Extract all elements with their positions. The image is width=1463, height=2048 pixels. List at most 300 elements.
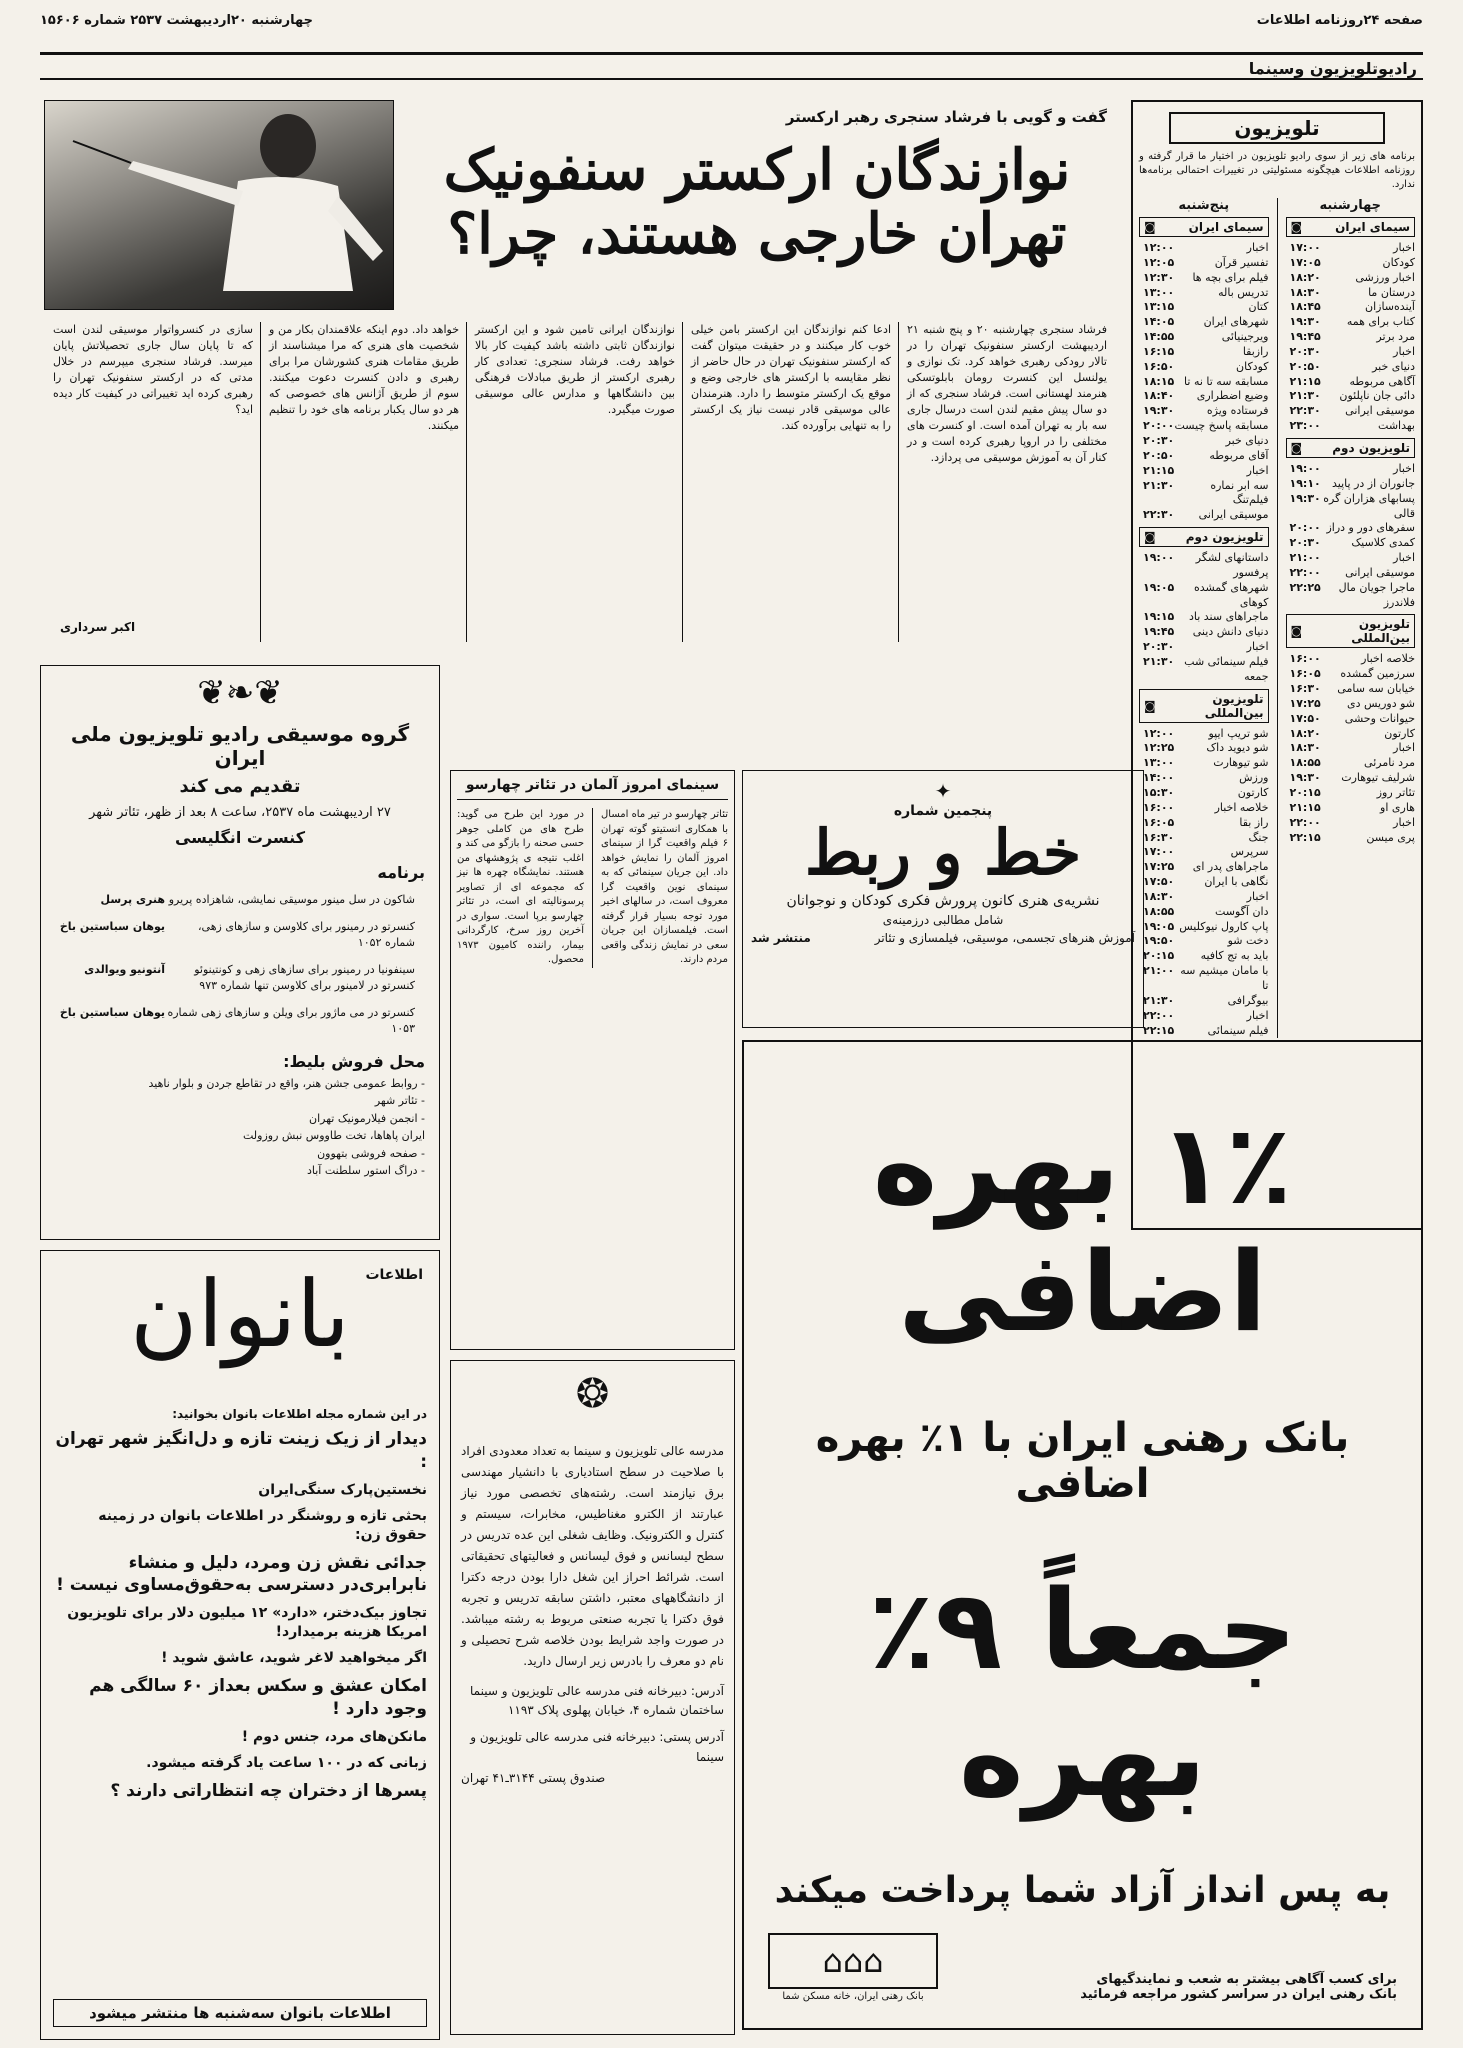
tv-listing (1139, 801, 1269, 816)
listing-time: ۱۴:۰۵ (1143, 315, 1175, 329)
house-icon: ⌂⌂⌂ (768, 1933, 938, 1989)
listing-program: اخبار (1393, 815, 1415, 829)
listing-time: ۱۶:۰۰ (1289, 652, 1321, 666)
listing-time: ۲۰:۵۰ (1143, 448, 1175, 462)
listing-time: ۲۰:۰۰ (1289, 521, 1321, 535)
listing-program: فرستاده ویژه (1206, 404, 1269, 418)
ticket-location: - صفحه فروشی بتهوون (317, 1146, 425, 1160)
listing-program: آقای مربوطه (1209, 448, 1269, 462)
tv-listing (1139, 1009, 1269, 1024)
tv-listing (1286, 756, 1416, 771)
listing-time: ۱۷:۲۵ (1143, 860, 1175, 874)
listing-program: تفسیر قرآن (1214, 255, 1269, 269)
tv-listing (1286, 462, 1416, 477)
tv-icon: ◙ (1144, 698, 1156, 713)
listing-program: دنیای خبر (1225, 433, 1269, 447)
tv-listing (1286, 697, 1416, 712)
banoan-intro: در این شماره مجله اطلاعات بانوان بخوانید: (172, 1407, 427, 1421)
listing-program: کودکان (1236, 359, 1269, 373)
listing-time: ۱۸:۲۰ (1289, 270, 1321, 284)
tv-listing (1139, 727, 1269, 742)
tv-listing (1139, 241, 1269, 256)
listing-time: ۱۷:۰۰ (1143, 845, 1175, 859)
channel-header: سیمای ایران ◙ (1139, 217, 1269, 237)
listing-time: ۱۵:۳۰ (1143, 786, 1175, 799)
tv-listing (1286, 375, 1416, 390)
listing-time: ۲۲:۰۰ (1289, 815, 1321, 829)
bank-big-1: ۱٪ بهره اضافی (872, 1101, 1293, 1356)
program-composer: هنری پرسل (100, 893, 165, 906)
tv-listing (1286, 492, 1416, 522)
bank-footer-2: بانک رهنی ایران در سراسر کشور مراجعه فرمائید (1080, 1987, 1397, 2002)
listing-program: دخت شو (1227, 934, 1269, 948)
tv-listing (1139, 360, 1269, 375)
tv-listing (1139, 994, 1269, 1009)
tv-listing (1286, 536, 1416, 551)
program-label: برنامه (377, 863, 425, 882)
khat-bird-icon: ✦ (934, 779, 952, 803)
tv-listing (1286, 801, 1416, 816)
banoan-item: امکان عشق و سکس بعداز ۶۰ سالگی هم وجود دارد ! (89, 1676, 427, 1720)
cinema-col-right: تئاتر چهارسو در تیر ماه امسال با همکاری انستیتو گوته تهران ۶ فیلم واقعیت گرا از سینمای امروز آلمان را نمایش خواهد داد. این جریان سینمائی که به سینمای نوین واقعیت گرا معروف است، در سالهای اخیر مورد توجه بسیار قرار گرفته است. فیلمسازان این جریان سعی در نمایش زندگی واقعی مردم دارند. (601, 809, 728, 965)
listing-time: ۲۲:۲۵ (1289, 580, 1321, 594)
listing-time: ۱۶:۰۰ (1143, 800, 1175, 814)
listing-program: اخبار (1393, 344, 1415, 358)
tv-listing (1286, 521, 1416, 536)
tv-listing (1139, 610, 1269, 625)
concert-name: کنسرت انگلیسی (174, 828, 306, 847)
listing-program: وضیع اضطراری (1196, 389, 1269, 403)
concert-ad (40, 665, 440, 1240)
program-work: کنسرتو در می ماژور برای ویلن و سازهای زهی شماره ۱۰۵۳ (167, 1005, 415, 1035)
tv-listing (1286, 652, 1416, 667)
ticket-location: - روابط عمومی جشن هنر، واقع در تقاطع جردن و بلوار ناهید (148, 1076, 425, 1090)
program-list (55, 892, 425, 1038)
listing-time: ۱۸:۲۰ (1289, 726, 1321, 740)
listing-time: ۲۳:۰۰ (1289, 419, 1321, 433)
listing-program: بیوگرافی (1227, 993, 1269, 1007)
listing-time: ۱۷:۵۰ (1289, 711, 1321, 725)
tv-listing (1139, 934, 1269, 949)
tv-col-thursday (1139, 198, 1269, 1038)
school-address-1: آدرس: دبیرخانه فنی مدرسه عالی تلویزیون و سینما ساختمان شماره ۴، خیابان پهلوی پلاک ۱۱۹۳ (470, 1684, 724, 1718)
channel-header: سیمای ایران ◙ (1286, 217, 1416, 237)
listing-program: راز بقا (1239, 815, 1269, 829)
listing-time: ۲۱:۳۰ (1143, 654, 1175, 668)
listing-time: ۱۹:۳۰ (1289, 771, 1321, 785)
ticket-location: - انجمن فیلارمونیک تهران (309, 1111, 425, 1125)
listing-program: اخبار (1246, 241, 1269, 254)
listing-program: کارتون (1237, 786, 1269, 799)
ticket-location: ایران پاهاها، تخت طاووس نبش روزولت (243, 1129, 425, 1143)
tv-listing (1139, 581, 1269, 611)
listing-program: موسیقی ایرانی (1345, 565, 1415, 579)
channel-header: تلویزیون دوم ◙ (1139, 527, 1269, 547)
ticket-location: - دراگ استور سلطنت آباد (306, 1164, 425, 1178)
tv-listing (1139, 816, 1269, 831)
listing-program: سه ابر نماره فیلم‌تنگ (1210, 478, 1269, 507)
listing-program: ورزش (1239, 771, 1269, 785)
tv-listing (1139, 419, 1269, 434)
listing-time: ۲۲:۳۰ (1143, 508, 1175, 522)
tv-listing (1286, 667, 1416, 682)
tv-listing (1139, 949, 1269, 964)
tv-listing (1139, 404, 1269, 419)
listing-time: ۲۰:۳۰ (1289, 536, 1321, 550)
listing-program: اخبار ورزشی (1355, 270, 1415, 284)
conductor-photo (44, 100, 394, 310)
tv-listing (1139, 300, 1269, 315)
listing-time: ۲۱:۰۰ (1143, 964, 1175, 978)
tickets-list (55, 1075, 425, 1181)
listing-time: ۱۹:۵۰ (1143, 934, 1175, 948)
listing-program: کمدی کلاسیک (1351, 536, 1415, 550)
listing-program: رازبقا (1242, 344, 1269, 358)
listing-program: مرد برتر (1376, 330, 1415, 344)
listing-time: ۲۰:۱۵ (1289, 786, 1321, 799)
khat-ad (742, 770, 1144, 1028)
tv-listing (1139, 271, 1269, 286)
tv-listing (1286, 566, 1416, 581)
listing-time: ۲۲:۱۵ (1289, 830, 1321, 844)
masthead-small: اطلاعات (365, 1267, 423, 1283)
listing-time: ۲۰:۳۰ (1289, 344, 1321, 358)
listing-program: با مامان میشیم سه تا (1180, 964, 1269, 992)
banoan-masthead: بانوان اطلاعات (130, 1261, 423, 1368)
listing-time: ۱۹:۱۵ (1143, 610, 1175, 624)
tv-listing (1286, 419, 1416, 434)
bank-line-4: به پس انداز آزاد شما پرداخت میکند (774, 1870, 1391, 1911)
tv-listing (1139, 905, 1269, 920)
listing-time: ۲۲:۱۵ (1143, 1023, 1175, 1037)
tv-listing (1286, 389, 1416, 404)
program-work: شاکون در سل مینور موسیقی نمایشی، شاهزاده پریرو (168, 893, 415, 906)
khat-issue: پنجمین شماره (893, 803, 993, 819)
listing-time: ۱۸:۴۰ (1143, 389, 1175, 403)
listing-time: ۱۳:۰۰ (1143, 285, 1175, 299)
section-title: رادیوتلویزیون وسینما (40, 52, 1423, 80)
tv-listing (1286, 360, 1416, 375)
tv-listing (1139, 389, 1269, 404)
listing-program: نگاهی با ایران (1204, 875, 1269, 889)
listing-program: فیلم سینمائی شب جمعه (1184, 654, 1269, 683)
listing-program: ماجراهای پدر ای (1192, 860, 1269, 874)
concert-presents: تقدیم می کند (179, 776, 301, 797)
issue-date: چهارشنبه ۲۰اردیبهشت ۲۵۳۷ شماره ۱۵۶۰۶ (40, 12, 313, 28)
tv-icon: ◙ (1290, 440, 1303, 455)
listing-program: شهرهای گمشده کوهای (1193, 580, 1269, 609)
cinema-col-left: در مورد این طرح می گوید: طرح های من کاملی جوهر حسی صحنه را بازگو می کند و اغلب نتیجه ی پژوهشهای من هستند. نمایشگاه چهره ها نیز که مجموعه ای از تصاویر پرسونالیته ای است، در تئاتر چهارسو برپا است. سواری در آخرین روز سرخ، کارگردانی بیمار، راننده کامیون ۱۹۷۳ محصول. (457, 809, 584, 965)
listing-program: شهرهای ایران (1203, 315, 1269, 329)
ticket-location: - تئاتر شهر (374, 1094, 425, 1108)
listing-time: ۱۹:۳۰ (1143, 404, 1175, 418)
tv-listing (1139, 330, 1269, 345)
listing-time: ۱۹:۱۰ (1289, 476, 1321, 490)
cinema-title: سینمای امروز آلمان در تئاتر چهارسو (457, 777, 728, 800)
listing-time: ۱۸:۳۰ (1289, 741, 1321, 755)
school-ad (450, 1360, 735, 2035)
listing-program: سرزمین گمشده (1340, 667, 1415, 681)
tv-listing (1286, 786, 1416, 801)
program-item (55, 962, 425, 995)
listing-program: کتان (1248, 300, 1269, 314)
interview-article (40, 100, 1117, 660)
day-label: چهارشنبه (1319, 198, 1382, 213)
listing-program: مسابقه سه تا نه تا (1184, 374, 1269, 388)
listing-time: ۱۲:۰۰ (1143, 726, 1175, 740)
tv-listing (1139, 845, 1269, 860)
tv-listing (1286, 551, 1416, 566)
tv-listing (1286, 727, 1416, 742)
listing-time: ۱۸:۴۵ (1289, 300, 1321, 314)
article-col-5: سازی در کنسرواتوار موسیقی لندن است که تا پایان سال جاری تحصیلاتش پایان میرسد. فرشاد سنجری میپرسم در خلال مدتی که در ارکستر سنفونیک تهران را رهبری کرده اید تغییراتی در کیفیت کار دیده اید؟ (53, 323, 253, 416)
listing-time: ۱۷:۰۰ (1289, 241, 1321, 254)
listing-time: ۲۰:۱۵ (1143, 949, 1175, 963)
tv-listing (1139, 508, 1269, 523)
banoan-ad (40, 1250, 440, 2040)
listing-program: پسابهای هزاران گره قالی (1323, 491, 1415, 520)
program-item (55, 892, 425, 909)
listing-program: کتاب برای همه (1346, 315, 1415, 329)
listing-program: جانوران از در پاپید (1332, 476, 1415, 490)
listing-program: تئاتر روز (1376, 786, 1415, 799)
tv-listing (1286, 477, 1416, 492)
banoan-item: تجاوز بیک‌دختر، «دارد» ۱۲ میلیون دلار برای تلویزیون امریکا هزینه برمیدارد! (67, 1605, 427, 1641)
concert-when: ۲۷ اردیبهشت ماه ۲۵۳۷، ساعت ۸ بعد از ظهر، تئاتر شهر (89, 805, 391, 820)
listing-time: ۲۱:۳۰ (1143, 478, 1175, 492)
tv-title: تلویزیون (1169, 112, 1385, 144)
listing-program: آینده‌سازان (1365, 300, 1415, 314)
banoan-item: نخستین‌پارک سنگی‌ایران (258, 1481, 427, 1498)
listing-time: ۲۱:۰۰ (1289, 551, 1321, 565)
listing-program: ماجراهای سند باد (1188, 610, 1269, 624)
listing-program: سرپرس (1230, 845, 1269, 859)
tv-listing (1139, 964, 1269, 994)
tv-listing (1139, 771, 1269, 786)
listing-program: باید به تج کافیه (1200, 949, 1269, 963)
listing-program: مسابقه پاسخ چیست (1174, 419, 1269, 433)
tv-listing (1139, 875, 1269, 890)
tv-icon: ◙ (1290, 624, 1303, 639)
listing-time: ۲۲:۰۰ (1143, 1008, 1175, 1022)
tv-listing (1286, 330, 1416, 345)
banoan-item: مانکن‌های مرد، جنس دوم ! (241, 1728, 427, 1745)
listing-time: ۱۶:۱۵ (1143, 344, 1175, 358)
listing-program: کودکان (1382, 255, 1415, 269)
listing-program: داستانهای لشگر پرفسور (1195, 551, 1269, 579)
tv-listing (1139, 831, 1269, 846)
tv-listing (1286, 816, 1416, 831)
listing-time: ۱۷:۰۵ (1289, 255, 1321, 269)
tv-listing (1286, 581, 1416, 611)
day-label: پنج‌شنبه (1178, 198, 1230, 213)
conductor-silhouette (43, 101, 393, 311)
listing-program: درستان ما (1368, 285, 1415, 299)
tv-listing (1139, 286, 1269, 301)
listing-program: اخبار (1246, 640, 1269, 654)
cinema-article (450, 770, 735, 1350)
bank-logo-text: بانک رهنی ایران، خانه مسکن شما (782, 1991, 924, 2002)
tv-listing (1139, 449, 1269, 464)
listing-time: ۲۰:۳۰ (1143, 640, 1175, 654)
article-headline: نوازندگان ارکستر سنفونیک تهران خارجی هستند، چرا؟ (443, 137, 1071, 268)
tv-listing (1286, 741, 1416, 756)
tv-listing (1286, 404, 1416, 419)
listing-time: ۲۱:۳۰ (1289, 389, 1321, 403)
listing-time: ۱۸:۱۵ (1143, 374, 1175, 388)
listing-program: شرلیف تیوهارت (1341, 771, 1415, 785)
school-postbox: صندوق پستی ۳۱۴۴ـ۴۱ تهران (461, 1770, 606, 1785)
bank-big-3: جمعاً ۹٪ بهره (868, 1566, 1297, 1821)
listing-program: تدریس باله (1218, 285, 1269, 299)
listing-program: اخبار (1246, 1008, 1269, 1022)
listing-program: حیوانات وحشی (1344, 711, 1415, 725)
listing-time: ۱۸:۵۵ (1289, 756, 1321, 770)
tv-listing (1139, 890, 1269, 905)
listing-program: دائی جان ناپلئون (1339, 389, 1415, 403)
school-emblem-icon: ❂ (575, 1371, 610, 1417)
listing-program: فیلم برای بچه ها (1192, 270, 1269, 284)
page-number: صفحه ۲۴روزنامه اطلاعات (1256, 12, 1423, 28)
listing-time: ۲۱:۱۵ (1143, 463, 1175, 477)
listing-program: پاپ کارول نیوکلیس (1179, 919, 1269, 933)
banoan-item: بحثی تازه و روشنگر در اطلاعات بانوان در زمینه حقوق زن: (98, 1507, 427, 1543)
ornament-icon: ❦❧❦ (197, 673, 283, 713)
listing-program: دان آگوست (1214, 904, 1269, 918)
program-item (55, 919, 425, 952)
listing-time: ۱۷:۲۵ (1289, 696, 1321, 710)
listing-time: ۱۲:۳۰ (1143, 270, 1175, 284)
tv-listing (1286, 241, 1416, 256)
tv-listing (1139, 756, 1269, 771)
tv-listing (1139, 479, 1269, 509)
listing-program: خلاصه اخبار (1361, 652, 1415, 666)
bank-logo (768, 1933, 938, 2002)
listing-time: ۲۱:۱۵ (1289, 374, 1321, 388)
program-composer: آنتونیو ویوالدی (84, 962, 165, 976)
tv-listing (1286, 315, 1416, 330)
article-col-3: نوازندگان ایرانی تامین شود و این ارکستر نوازندگان ثابتی داشته باشد کیفیت کار بالا خواهد رفت. فرشاد سنجری: تعدادی کار رهبری ارکستر از طریق مبادلات فرهنگی بین دانشگاهها و مدارس عالی موسیقی صورت میگیرد. (475, 323, 675, 416)
listing-program: اخبار (1393, 461, 1415, 475)
listing-time: ۱۲:۲۵ (1143, 741, 1175, 755)
listing-program: اخبار (1246, 463, 1269, 477)
page-header (40, 10, 1423, 30)
tv-listing (1286, 256, 1416, 271)
listing-program: موسیقی ایرانی (1198, 508, 1269, 522)
tv-listing (1139, 920, 1269, 935)
khat-line2: آموزش هنرهای تجسمی، موسیقی، فیلمسازی و تئاتر (874, 931, 1135, 946)
tv-listing (1286, 345, 1416, 360)
program-work: کنسرتو در رمینور برای کلاوسن و سازهای زهی، شماره ۱۰۵۲ (198, 919, 415, 949)
tv-listing (1286, 682, 1416, 697)
listing-time: ۲۰:۳۰ (1143, 433, 1175, 447)
listing-program: شو تیوهارت (1213, 756, 1269, 770)
tv-listing (1139, 655, 1269, 685)
tv-listing (1139, 741, 1269, 756)
tv-icon: ◙ (1144, 220, 1156, 234)
listing-program: فیلم سینمائی (1207, 1023, 1269, 1037)
listing-program: اخبار (1393, 241, 1415, 254)
tv-listing (1139, 551, 1269, 581)
article-col-1: فرشاد سنجری چهارشنبه ۲۰ و پنج شنبه ۲۱ اردیبهشت ارکستر سنفونیک تهران را در تالار رودکی رهبری خواهد کرد. تک نوازی و یولنسل این کنسرت رومان بابلوتسکی هنرمند لهستانی است. فرشاد سنجری که از دو سال پیش مقیم لندن است درسال جاری سه بار به تهران آمده است. او کنسرت های مختلفی را در اروپا رهبری کرده است و در کنار آن به آموزش موسیقی می پردازد. (907, 323, 1107, 464)
listing-time: ۱۶:۰۵ (1143, 815, 1175, 829)
listing-program: اخبار (1246, 889, 1269, 903)
khat-title: خط و ربط (804, 816, 1082, 889)
listing-time: ۱۶:۵۰ (1143, 359, 1175, 373)
listing-program: ویرجینیائی (1221, 330, 1269, 344)
tv-listing (1139, 256, 1269, 271)
listing-program: دنیای دانش دینی (1192, 625, 1269, 639)
article-kicker: گفت و گویی با فرشاد سنجری رهبر ارکستر (785, 108, 1107, 126)
khat-published: منتشر شد (751, 931, 811, 946)
listing-time: ۲۱:۳۰ (1143, 993, 1175, 1007)
tv-col-wednesday (1286, 198, 1416, 1038)
listing-program: شو تریپ ایپو (1208, 726, 1269, 740)
listing-time: ۱۲:۰۵ (1143, 255, 1175, 269)
banoan-footer: اطلاعات بانوان سه‌شنبه ها منتشر میشود (53, 1999, 427, 2027)
listing-time: ۱۹:۰۵ (1143, 580, 1175, 594)
program-item (55, 1005, 425, 1038)
listing-program: سفرهای دور و دراز (1326, 521, 1415, 535)
listing-program: اخبار (1393, 741, 1415, 755)
school-address-2: آدرس پستی: دبیرخانه فنی مدرسه عالی تلویزیون و سینما (470, 1730, 724, 1764)
tv-listing (1286, 771, 1416, 786)
channel-header: تلویزیون بین‌المللی ◙ (1139, 689, 1269, 723)
tv-listing (1139, 464, 1269, 479)
listing-time: ۲۰:۵۰ (1289, 359, 1321, 373)
bank-footer-1: برای کسب آگاهی بیشتر به شعب و نمایندگیهای (1096, 1972, 1397, 1987)
listing-time: ۱۴:۵۵ (1143, 330, 1175, 344)
tickets-label: محل فروش بلیط: (283, 1051, 425, 1071)
khat-line1: شامل مطالبی درزمینه‌ی (882, 913, 1004, 928)
listing-time: ۱۴:۰۰ (1143, 771, 1175, 785)
program-work: سینفونیا در رمینور برای سازهای زهی و کونتینوئو کنسرتو در لامینور برای کلاوسن تنها شماره ۹۷۳ (194, 962, 415, 992)
bank-line-2: بانک رهنی ایران با ۱٪ بهره اضافی (815, 1415, 1350, 1507)
listing-program: بهداشت (1378, 419, 1415, 433)
tv-listing (1286, 300, 1416, 315)
listing-program: خلاصه اخبار (1214, 800, 1269, 814)
banoan-item: جدائی نقش زن ومرد، دلیل و منشاء نابرابری‌در دسترسی به‌حقوق‌مساوی نیست ! (56, 1552, 427, 1596)
listing-program: ماجرا جویان مال فلاندرز (1338, 580, 1415, 609)
tv-icon: ◙ (1290, 220, 1303, 234)
tv-listing (1139, 640, 1269, 655)
listing-program: جنگ (1248, 830, 1269, 844)
tv-listing (1286, 712, 1416, 727)
article-col-4: خواهد داد. دوم اینکه علاقمندان بکار من و شخصیت های هنری که مرا میشناسند از طریق مقامات هنری کشورشان مرا برای رهبری و دادن کنسرت دعوت میکنند. سوم از طریق آژانس های خصوصی که هر دو سال یکبار برنامه های خود را تنظیم میکنند. (269, 323, 459, 432)
banoan-items (53, 1428, 427, 1803)
channel-header: تلویزیون بین‌المللی ◙ (1286, 614, 1416, 648)
tv-listing (1286, 286, 1416, 301)
tv-listing (1286, 831, 1416, 846)
listing-time: ۱۲:۰۰ (1143, 241, 1175, 254)
tv-listing (1286, 271, 1416, 286)
banoan-item: زبانی که در ۱۰۰ ساعت یاد گرفته میشود. (146, 1754, 427, 1771)
article-col-2: ادعا کنم نوازندگان این ارکستر بامن خیلی خوب کار میکنند و در حقیقت میتوان گفت که ارکستر سنفونیک تهران در حال حاضر از نظر مقایسه با ارکستر های خارجی وضع و موقع یک ارکستر متوسط را دارد. هنرمندان عالی موسیقی قادر نیست نیاز یک ارکستر را به تنهایی برآورده کند. (691, 323, 891, 432)
listing-program: شو دیوید داک (1206, 741, 1269, 755)
listing-time: ۱۸:۵۵ (1143, 904, 1175, 918)
listing-time: ۱۹:۴۵ (1289, 330, 1321, 344)
listing-time: ۱۸:۳۰ (1289, 285, 1321, 299)
tv-listing (1139, 625, 1269, 640)
listing-program: پری میسن (1366, 830, 1415, 844)
tv-icon: ◙ (1144, 530, 1156, 545)
khat-subtitle: نشریه‌ی هنری کانون پرورش فکری کودکان و نوجوانان (786, 893, 1100, 910)
article-byline: اکبر سرداری (60, 620, 136, 634)
listing-time: ۱۶:۰۵ (1289, 667, 1321, 681)
bank-ad (742, 1040, 1423, 2030)
banoan-item: اگر میخواهید لاغر شوید، عاشق شوید ! (161, 1650, 427, 1667)
listing-program: اخبار (1393, 551, 1415, 565)
